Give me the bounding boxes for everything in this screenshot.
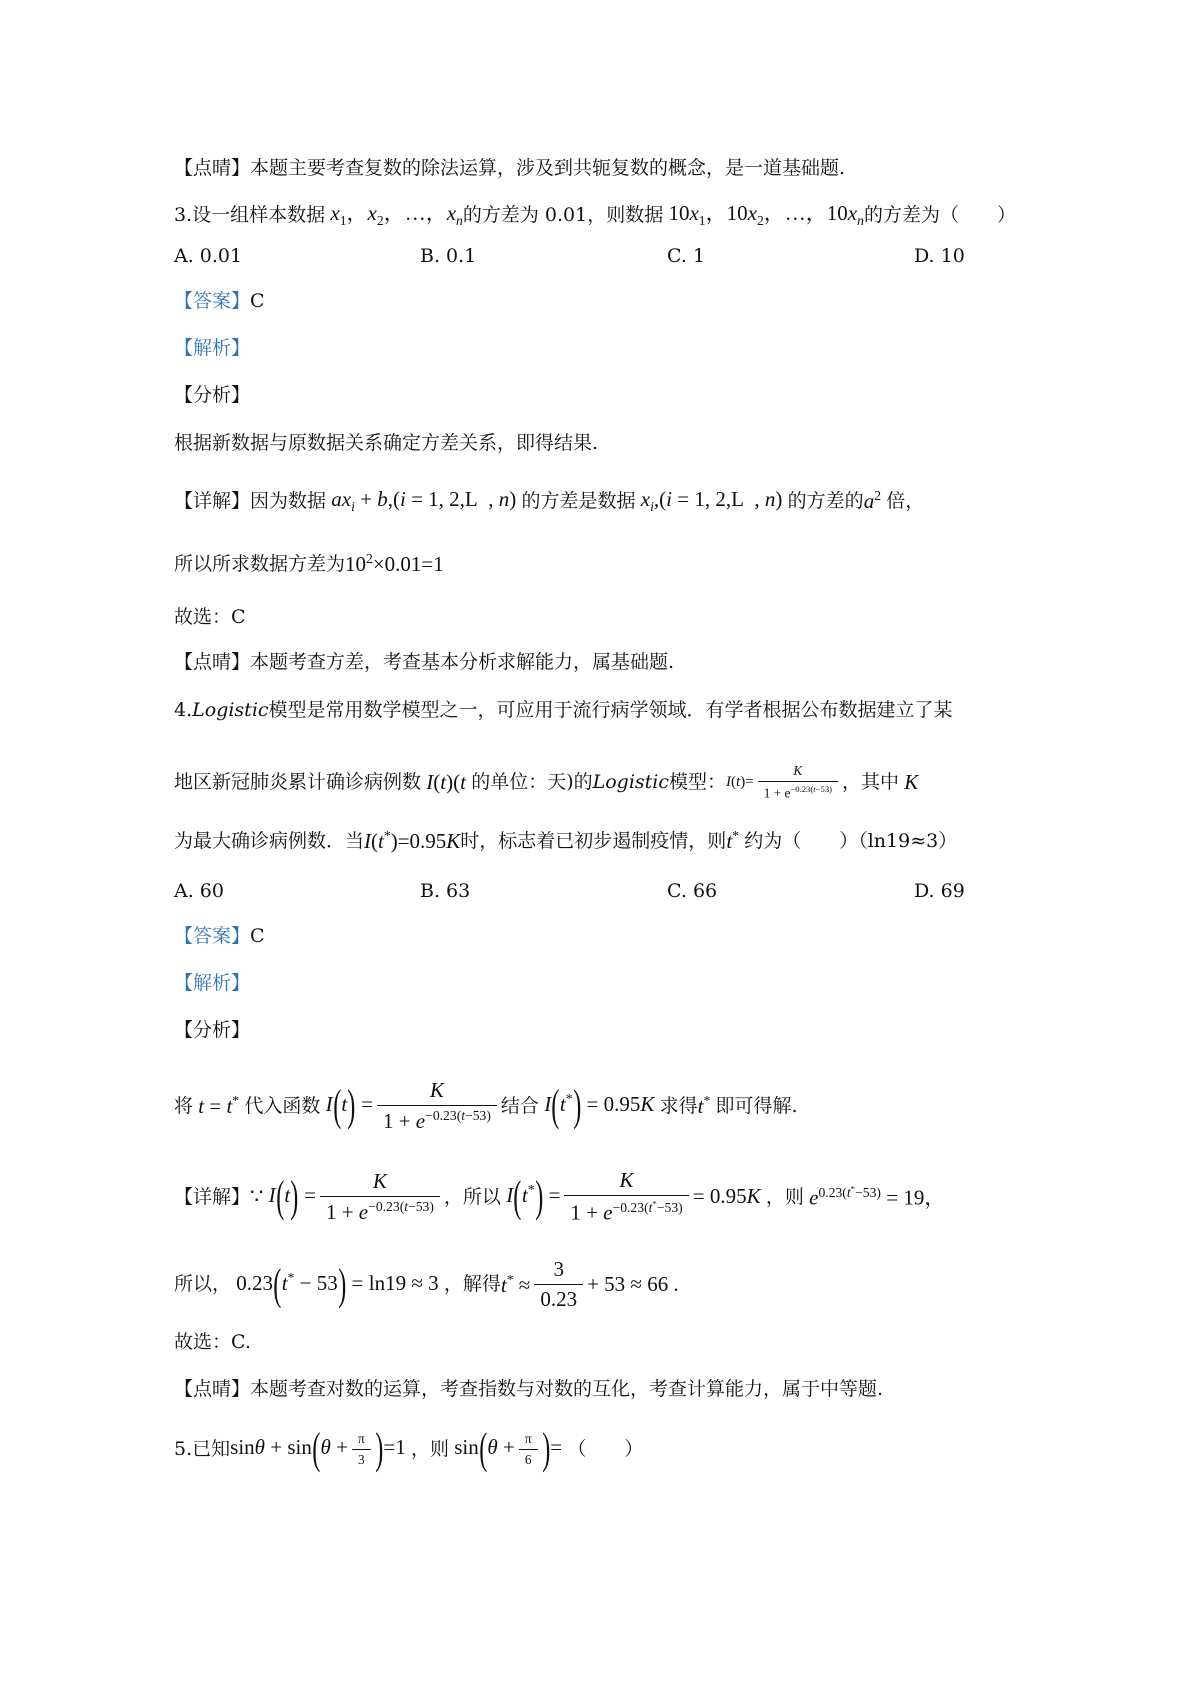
option-c[interactable]: C. 66 (667, 880, 718, 902)
comment-line-3: 【点晴】本题考查对数的运算，考查指数与对数的互化，考查计算能力，属于中等题. (174, 1378, 884, 1400)
analysis-formula-line: 将 t = t* 代入函数 I(t) = $\frac{K}{1 + e^{-0.23(t-53)}}$ 结合 I(t*) = 0.95K 求得 t* 即可得解. (174, 1078, 798, 1134)
comment-line-2: 【点晴】本题考查方差，考查基本分析求解能力，属基础题. (174, 651, 675, 673)
option-c[interactable]: C. 1 (667, 245, 706, 267)
analysis-subheading: 【分析】 (174, 1019, 251, 1041)
choose-line: 故选：C. (174, 1331, 251, 1353)
option-d[interactable]: D. 10 (914, 245, 965, 267)
question-3: 3.设一组样本数据 $x_1$，$x_2$，…，$x_n$ 的方差为 0.01，则数据 $10x_1$，$10x_2$，…，$10x_n$ 的方差为（ ） (174, 201, 1016, 229)
analysis-heading: 【解析】 (174, 972, 251, 994)
analysis-text: 根据新数据与原数据关系确定方差关系，即得结果. (174, 432, 599, 454)
detail-result-line: 所以， 0.23(t* − 53) = ln19 ≈ 3 ，解得 t* ≈ $\frac{3}{0.23}$ + 53 ≈ 66 . (174, 1257, 679, 1312)
detail-line-1: 【详解】 因为数据 $ax_i + b,(i = 1$, 2,L , n) 的方差是数据 $x_i,(i = 1$, 2,L , n) 的方差的 $a^2$ 倍， (174, 487, 925, 515)
analysis-subheading: 【分析】 (174, 384, 251, 406)
option-b[interactable]: B. 63 (420, 880, 471, 902)
option-d[interactable]: D. 69 (914, 880, 965, 902)
question-4-line-2: 地区新冠肺炎累计确诊病例数 I(t)(t 的单位：天)的 Logistic 模型： I(t)= $\frac{K}{1 + e^{-0.23(t-53)}}$ ，其中 K (174, 763, 919, 801)
answer-line: 【答案】 C (174, 290, 265, 312)
option-b[interactable]: B. 0.1 (420, 245, 477, 267)
comment-line: 【点晴】本题主要考查复数的除法运算，涉及到共轭复数的概念，是一道基础题. (174, 157, 846, 179)
option-a[interactable]: A. 0.01 (174, 245, 243, 267)
answer-line: 【答案】 C (174, 925, 265, 947)
option-a[interactable]: A. 60 (174, 880, 224, 902)
detail-formula-line: 【详解】 ∵ I(t) = $\frac{K}{1 + e^{-0.23(t-53)}}$ ，所以 I(t*) = $\frac{K}{1 + e^{-0.23(t^*-53)}}$ = 0.95K ，则 $e^{0.23(t^*-53)} = 19$， (174, 1168, 946, 1225)
question-5: 5.已知 sinθ + sin(θ + $\frac{\pi}{3}$ )=1 ，则 sin(θ + $\frac{\pi}{6}$ )= （ ） (174, 1424, 644, 1473)
choose-line: 故选：C (174, 606, 246, 628)
detail-line-2: 所以所求数据方差为 $10^2$ ×0.01=1 (174, 551, 444, 576)
question-4-line-1: 4. Logistic 模型是常用数学模型之一，可应用于流行病学领域．有学者根据公布数据建立了某 (174, 699, 953, 721)
question-4-line-3: 为最大确诊病例数．当 I(t*) =0.95 K 时，标志着已初步遏制疫情，则 t* 约为（ ）（ln19≈3） (174, 828, 958, 853)
logistic-formula: $\frac{K}{1 + e^{-0.23(t-53)}}$ (758, 763, 838, 801)
analysis-heading: 【解析】 (174, 337, 251, 359)
